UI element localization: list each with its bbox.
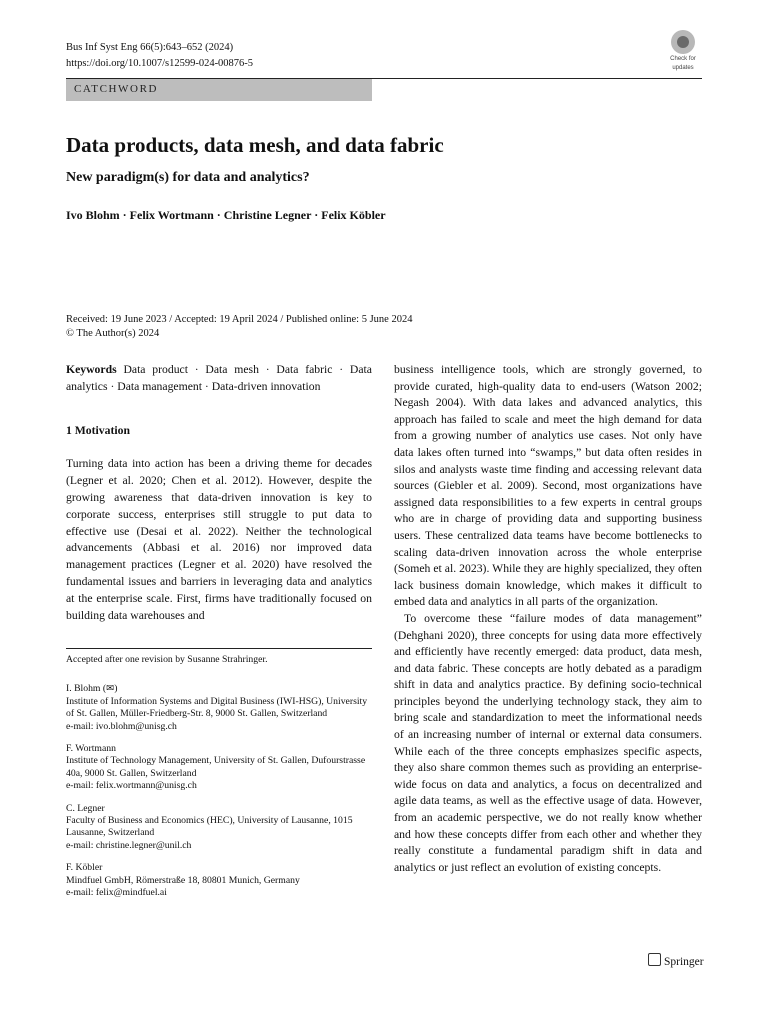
section-label: CATCHWORD [74, 83, 159, 95]
running-header [66, 40, 253, 72]
affiliation-address: Institute of Information Systems and Digital Business (IWI-HSG), University of St. Gallen, Müller-Friedberg-Str. 8, 9000 St. Gallen, Switzerland [66, 695, 368, 720]
affiliation-email[interactable]: e-mail: christine.legner@unil.ch [66, 839, 192, 851]
affiliation-block [66, 743, 372, 793]
springer-horse-icon [648, 953, 661, 966]
body-paragraph-continued: business intelligence tools, which are strongly governed, to provide curated, high-quality data to end-users (Watson 2002; Negash 2004). With data lakes and advanced analytics, this approach has failed to scale and meet the high demand for data from a growing number of analytics use cases. Not only have data lakes often turned into “swamps,” but data often resides in silos and analysts waste time finding and accessing relevant data sources (Giebler et al. 2009). Second, most organizations have assigned data responsibilities to a few experts in central groups who are in charge of providing data and supporting business users. These centralized data teams have become bottlenecks to scaling data-driven innovation across the whole enterprise (Someh et al. 2023). While they are highly specialized, they often lack business domain knowledge, which makes it difficult to embed data and analytics in all parts of the organization. [394, 363, 702, 609]
badge-label-1: Check for [670, 56, 696, 62]
badge-label-2: updates [672, 65, 694, 71]
publisher-name: Springer [664, 956, 704, 968]
footnotes [66, 654, 372, 910]
affiliation-block [66, 683, 372, 733]
section-label-bar [66, 79, 372, 101]
affiliation-address: Institute of Technology Management, University of St. Gallen, Dufourstrasse 40a, 9000 St. Gallen, Switzerland [66, 755, 366, 779]
publisher-logo [648, 953, 704, 968]
journal-citation: Bus Inf Syst Eng 66(5):643–652 (2024) [66, 42, 234, 53]
keywords-label: Keywords [66, 363, 117, 376]
body-paragraph: Turning data into action has been a driving theme for decades (Legner et al. 2020; Chen et al. 2012). However, despite the growing awareness that data-driven innovation is key to corporate success, enterprises still struggle to put data to effective use (Desai et al. 2022). Neither the technological advancements (Abbasi et al. 2016) nor improved data management practices (Legner et al. 2020) have resolved the fundamental issues and barriers in leveraging data and analytics at the enterprise scale. First, firms have traditionally focused on building data warehouses and [66, 457, 372, 622]
author-list: Ivo Blohm · Felix Wortmann · Christine Legner · Felix Köbler [66, 208, 386, 222]
affiliation-name: I. Blohm (✉) [66, 683, 118, 695]
affiliation-name: F. Wortmann [66, 743, 116, 755]
affiliation-name: C. Legner [66, 802, 105, 814]
affiliation-address: Faculty of Business and Economics (HEC), University of Lausanne, 1015 Lausanne, Switzerland [66, 815, 353, 839]
crossmark-icon [671, 30, 695, 54]
affiliation-email[interactable]: e-mail: felix.wortmann@unisg.ch [66, 780, 197, 792]
affiliation-block [66, 862, 372, 899]
right-column [394, 362, 702, 876]
accepted-note: Accepted after one revision by Susanne Strahringer. [66, 654, 268, 665]
keywords-block [66, 362, 372, 396]
affiliation-name: F. Köbler [66, 862, 103, 874]
copyright-line: © The Author(s) 2024 [66, 328, 160, 339]
left-column [66, 362, 372, 624]
affiliation-address: Mindfuel GmbH, Römerstraße 18, 80801 Munich, Germany [66, 874, 300, 886]
affiliation-email[interactable]: e-mail: felix@mindfuel.ai [66, 887, 167, 899]
affiliation-email[interactable]: e-mail: ivo.blohm@unisg.ch [66, 720, 177, 732]
keywords-text: Data product · Data mesh · Data fabric · Data analytics · Data management · Data-driven innovation [66, 363, 372, 393]
check-for-updates-badge[interactable] [664, 30, 702, 70]
doi-link[interactable]: https://doi.org/10.1007/s12599-024-00876-5 [66, 58, 254, 69]
section-heading: 1 Motivation [66, 423, 130, 437]
article-title: Data products, data mesh, and data fabric [66, 133, 444, 157]
body-paragraph: To overcome these “failure modes of data management” (Dehghani 2020), three concepts for using data more effectively and efficiently have recently emerged: data product, data mesh, and data fabric. These concepts are hotly debated as a paradigm shift in data and analytics practice. By defining socio-technical principles beyond the underlying technology stack, they aim to bring scale and standardization to meet the informational needs of an increasing number of internal or external data consumers. While each of the three concepts emphasizes specific aspects, they also share common themes such as providing an enterprise-wide focus on data and analytics, a focus on decentralized and agile data teams, as well as the effective usage of data. However, from an academic perspective, we do not really know whether and how these concepts differ from each other and whether they really constitute a fundamental paradigm shift in data and analytics or just reflect an evolution of existing concepts. [394, 611, 702, 874]
affiliation-block [66, 803, 372, 853]
publication-dates [66, 313, 412, 341]
article-subtitle: New paradigm(s) for data and analytics? [66, 170, 310, 185]
footnote-rule [66, 648, 372, 649]
dates-line: Received: 19 June 2023 / Accepted: 19 April 2024 / Published online: 5 June 2024 [66, 314, 413, 325]
